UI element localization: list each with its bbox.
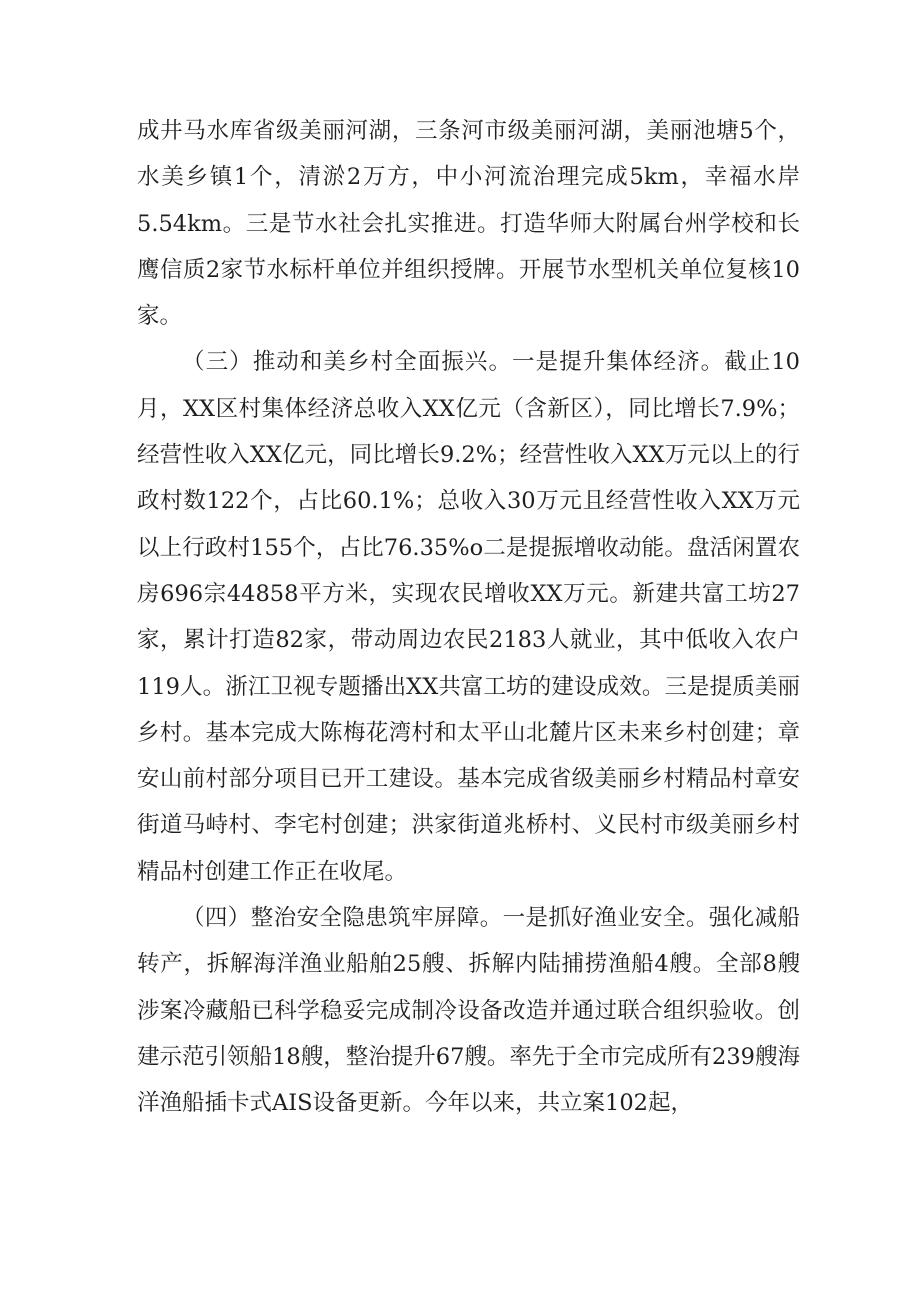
paragraph-safety-hazards: （四）整治安全隐患筑牢屏障。一是抓好渔业安全。强化减船转产，拆解海洋渔业船舶25艘、拆解内陆捕捞渔船4艘。全部8艘涉案冷藏船已科学稳妥完成制冷设备改造并通过联合组织验收。创建示范引领船18艘，整治提升67艘。率先于全市完成所有239艘海洋渔船插卡式AIS设备更新。今年以来，共立案102起， bbox=[137, 905, 800, 1117]
paragraph-water-projects: 成井马水库省级美丽河湖，三条河市级美丽河湖，美丽池塘5个，水美乡镇1个，清淤2万方，中小河流治理完成5km，幸福水岸5.54km。三是节水社会扎实推进。打造华师大附属台州学校和长鹰信质2家节水标杆单位并组织授牌。开展节水型机关单位复核10家。 bbox=[137, 118, 800, 330]
paragraph-rural-revitalization: （三）推动和美乡村全面振兴。一是提升集体经济。截止10月，XX区村集体经济总收入XX亿元（含新区），同比增长7.9%；经营性收入XX亿元，同比增长9.2%；经营性收入XX万元以上的行政村数122个，占比60.1%；总收入30万元且经营性收入XX万元以上行政村155个，占比76.35%o二是提振增收动能。盘活闲置农房696宗44858平方米，实现农民增收XX万元。新建共富工坊27家，累计打造82家，带动周边农民2183人就业，其中低收入农户119人。浙江卫视专题播出XX共富工坊的建设成效。三是提质美丽乡村。基本完成大陈梅花湾村和太平山北麓片区未来乡村创建；章安山前村部分项目已开工建设。基本完成省级美丽乡村精品村章安街道马峙村、李宅村创建；洪家街道兆桥村、义民村市级美丽乡村精品村创建工作正在收尾。 bbox=[137, 349, 800, 885]
document-body bbox=[137, 108, 800, 1127]
